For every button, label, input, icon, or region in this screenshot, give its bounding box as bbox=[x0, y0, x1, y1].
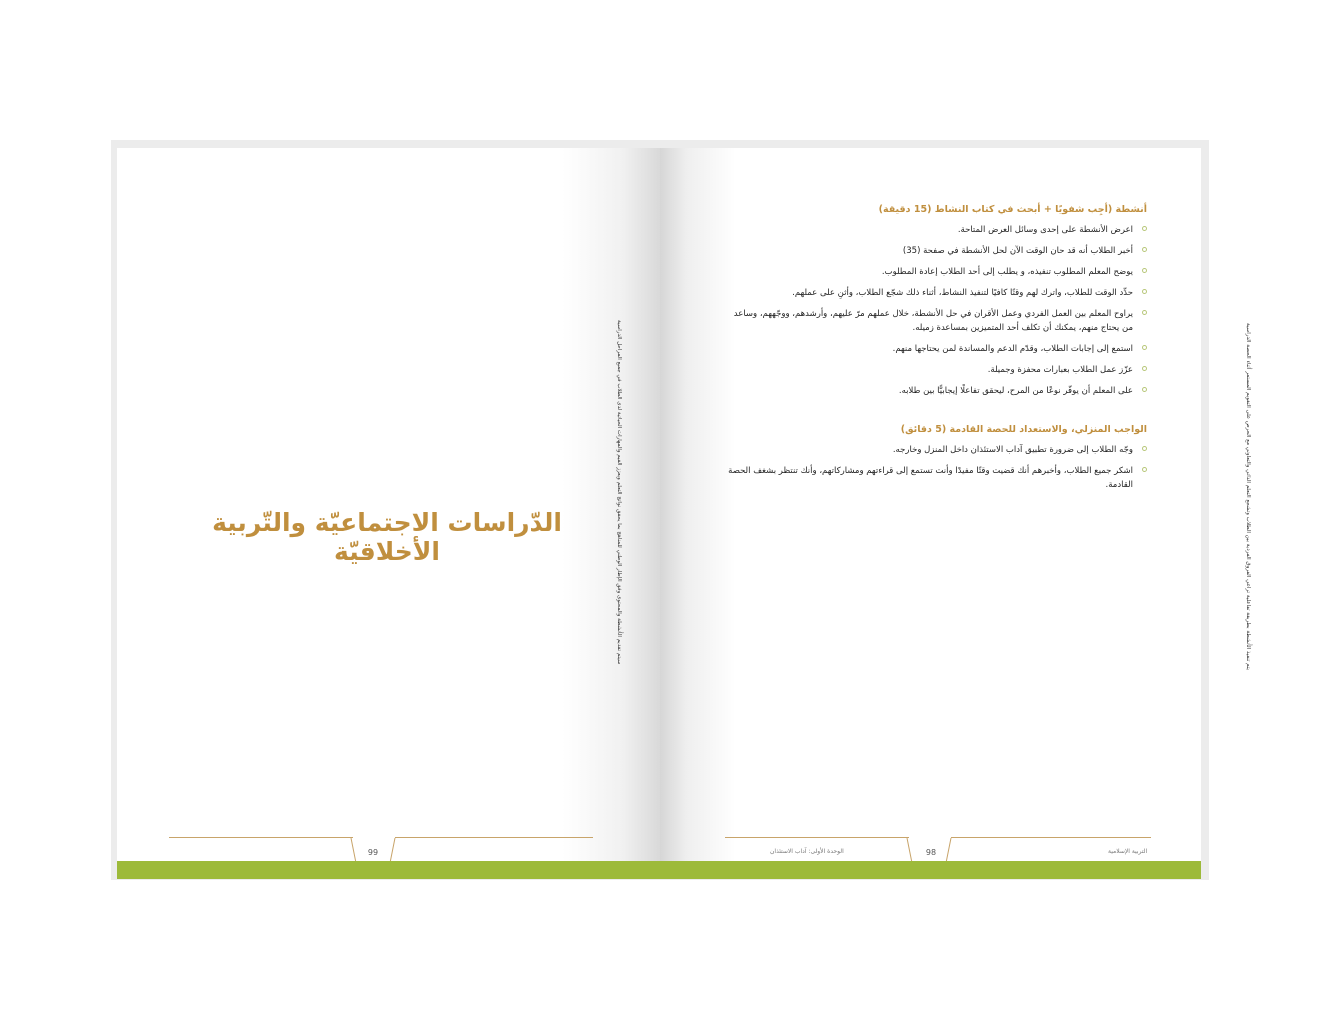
bullet-icon bbox=[1142, 226, 1147, 231]
list-item: على المعلم أن يوفّر نوعًا من المرح، ليحقق تفاعلًا إيجابيًّا بين طلابه. bbox=[721, 384, 1147, 398]
left-vertical-note: سيتم تقديم الأنشطة والمحتوى وفق الإطار الوطني للمناهج بما يحقق نواتج التعلم ويعزز القيم والمهارات الحياتية لدى الطلاب في جميع المراحل الدراسية bbox=[616, 320, 622, 665]
left-footer-line-left bbox=[169, 837, 353, 838]
right-vertical-note: يتم تنفيذ الأنشطة بطريقة تفاعلية تراعي الفروق الفردية بين الطلاب وتشجع التعلم الذاتي والتعاوني مع الحرص على التقويم المستمر أثناء الحصة الدراسية bbox=[1245, 323, 1251, 671]
list-item: وجّه الطلاب إلى ضرورة تطبيق آداب الاستئذان داخل المنزل وخارجه. bbox=[721, 443, 1147, 457]
bullet-icon bbox=[1142, 446, 1147, 451]
bullet-icon bbox=[1142, 366, 1147, 371]
right-page-number: 98 bbox=[925, 848, 937, 857]
list-item: حدِّد الوقت للطلاب، واترك لهم وقتًا كافيًا لتنفيذ النشاط، أثناء ذلك شجّع الطلاب، وأثنِ على عملهم. bbox=[721, 286, 1147, 300]
footer-subject: التربية الإسلامية bbox=[1108, 848, 1148, 855]
list-item: استمع إلى إجابات الطلاب، وقدّم الدعم والمساندة لمن يحتاجها منهم. bbox=[721, 342, 1147, 356]
homework-section bbox=[721, 424, 1147, 492]
activities-list bbox=[721, 223, 1147, 398]
bullet-icon bbox=[1142, 310, 1147, 315]
list-item: عزّز عمل الطلاب بعبارات محفزة وجميلة. bbox=[721, 363, 1147, 377]
right-footer-line-right bbox=[951, 837, 1151, 838]
list-item: يراوح المعلم بين العمل الفردي وعمل الأقران في حل الأنشطة، خلال عملهم مرّ عليهم، وأرشدهم، ووجّههم، وساعد من يحتاج منهم، يمكنك أن تكلف أحد المتميزين بمساعدة زميله. bbox=[721, 307, 1147, 335]
homework-section-title: الواجب المنزلي، والاستعداد للحصة القادمة (5 دقائق) bbox=[900, 424, 1147, 435]
left-page-number: 99 bbox=[367, 848, 379, 857]
activities-section-title: أنشطة (أجِب شفويًا + أبحث في كتاب النشاط (15 دقيقة) bbox=[878, 204, 1147, 215]
list-item: اعرض الأنشطة على إحدى وسائل العرض المتاحة. bbox=[721, 223, 1147, 237]
footer-unit-title: الوحدة الأولى: آداب الاستئذان bbox=[770, 848, 844, 855]
left-page bbox=[117, 148, 660, 862]
bullet-icon bbox=[1142, 247, 1147, 252]
list-item: أخبر الطلاب أنه قد حان الوقت الآن لحل الأنشطة في صفحة (35) bbox=[721, 244, 1147, 258]
left-footer-line-right bbox=[395, 837, 593, 838]
bullet-icon bbox=[1142, 345, 1147, 350]
bullet-icon bbox=[1142, 467, 1147, 472]
bullet-icon bbox=[1142, 289, 1147, 294]
chapter-title: الدّراسات الاجتماعيّة والتّربية الأخلاقيّة bbox=[212, 508, 562, 566]
right-page-content bbox=[721, 204, 1147, 499]
right-footer-line-left bbox=[725, 837, 909, 838]
list-item: يوضح المعلم المطلوب تنفيذه، و يطلب إلى أحد الطلاب إعادة المطلوب. bbox=[721, 265, 1147, 279]
list-item: اشكر جميع الطلاب، وأخبرهم أنك قضيت وقتًا مفيدًا وأنت تستمع إلى قراءتهم ومشاركاتهم، وأنك تنتظر بشغف الحصة القادمة. bbox=[721, 464, 1147, 492]
bullet-icon bbox=[1142, 268, 1147, 273]
green-footer-bar bbox=[117, 861, 1201, 879]
book-spread bbox=[111, 140, 1251, 880]
homework-list bbox=[721, 443, 1147, 492]
bullet-icon bbox=[1142, 387, 1147, 392]
